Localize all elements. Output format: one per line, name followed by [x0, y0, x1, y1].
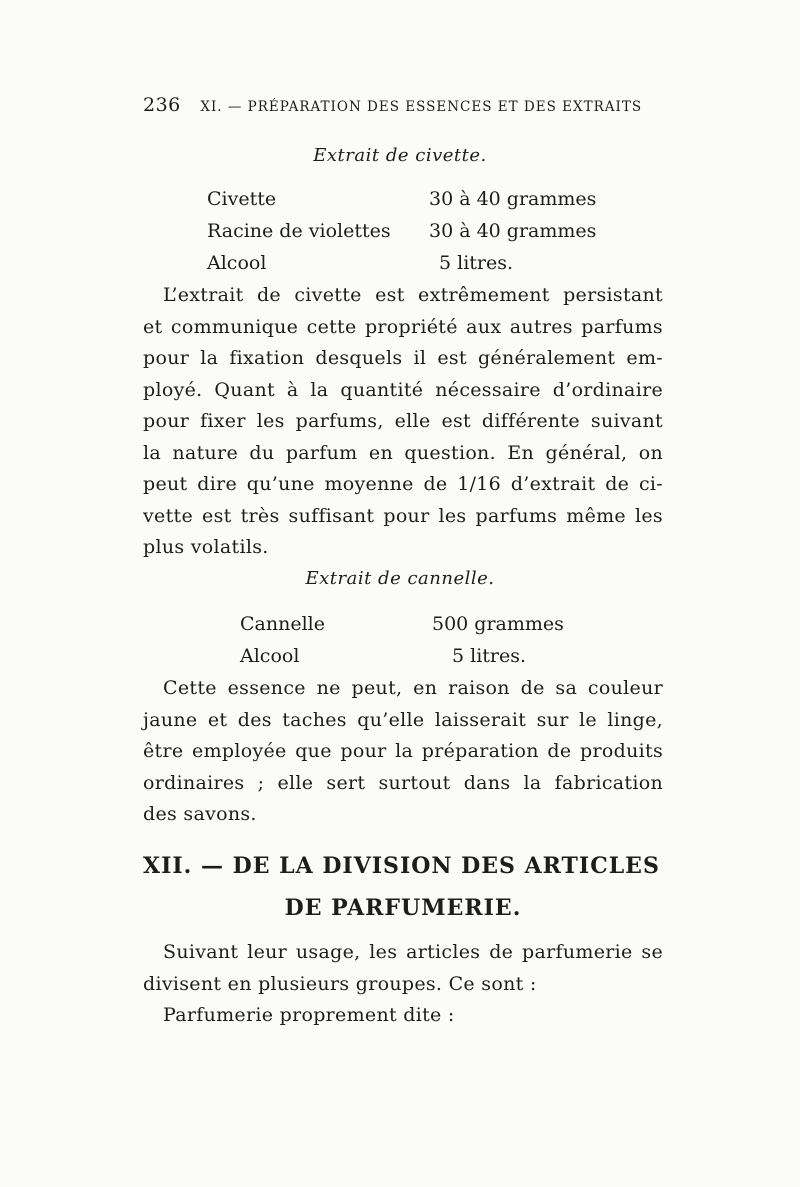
text-line: des savons.	[143, 803, 257, 825]
recipe-row	[207, 215, 596, 247]
ingredient-quantity: 30 à 40 grammes	[429, 220, 597, 242]
civette-recipe-title: Extrait de civette.	[313, 145, 487, 166]
ingredient-quantity: 5 litres.	[439, 252, 514, 274]
ingredient-name: Civette	[207, 188, 277, 210]
text-line: ordinaires ; elle sert surtout dans la fabrication	[143, 771, 663, 794]
page-number: 236	[143, 94, 181, 116]
text-line: jaune et des taches qu’elle laisserait sur le linge,	[143, 708, 663, 731]
recipe-row	[240, 640, 564, 672]
ingredient-name: Alcool	[240, 645, 300, 667]
text-line: Parfumerie proprement dite :	[163, 1004, 455, 1026]
page-header	[143, 94, 643, 116]
text-line: plus volatils.	[143, 536, 269, 558]
text-line: pour la fixation desquels il est généralement em-	[143, 347, 663, 369]
cannelle-recipe-title: Extrait de cannelle.	[305, 568, 495, 589]
section-heading-line: XII. — DE LA DIVISION DES ARTICLES	[143, 853, 660, 879]
ingredient-name: Cannelle	[240, 613, 325, 635]
running-title: XI. — PRÉPARATION DES ESSENCES ET DES EXTRAITS	[200, 99, 643, 115]
ingredient-quantity: 5 litres.	[452, 645, 527, 667]
recipe-row	[207, 183, 596, 215]
text-line: Cette essence ne peut, en raison de sa couleur	[163, 677, 663, 699]
recipe-row	[240, 608, 564, 640]
recipe-row	[207, 247, 596, 279]
text-line: pour fixer les parfums, elle est différente suivant	[143, 410, 663, 432]
text-line: divisent en plusieurs groupes. Ce sont :	[143, 972, 537, 995]
text-line: être employée que pour la préparation de produits	[143, 740, 663, 762]
ingredient-quantity: 500 grammes	[432, 613, 564, 635]
cannelle-paragraph	[143, 673, 663, 831]
civette-paragraph	[143, 280, 663, 564]
text-line: L’extrait de civette est extrêmement persistant	[163, 284, 663, 306]
text-line: et communique cette propriété aux autres parfums	[143, 315, 663, 338]
text-line: vette est très suffisant pour les parfums même les	[143, 504, 663, 527]
civette-recipe-table	[207, 183, 596, 279]
text-line: la nature du parfum en question. En général, on	[143, 441, 663, 464]
section-heading	[143, 845, 663, 929]
ingredient-quantity: 30 à 40 grammes	[429, 188, 597, 210]
text-line: ployé. Quant à la quantité nécessaire d’ordinaire	[143, 378, 663, 401]
text-line: Suivant leur usage, les articles de parfumerie se	[163, 941, 663, 963]
section-paragraph	[143, 937, 663, 1032]
section-heading-line: DE PARFUMERIE.	[284, 895, 522, 921]
text-line: peut dire qu’une moyenne de 1/16 d’extrait de ci-	[143, 473, 663, 495]
cannelle-recipe-table	[240, 608, 564, 672]
ingredient-name: Racine de violettes	[207, 220, 391, 242]
ingredient-name: Alcool	[207, 252, 267, 274]
